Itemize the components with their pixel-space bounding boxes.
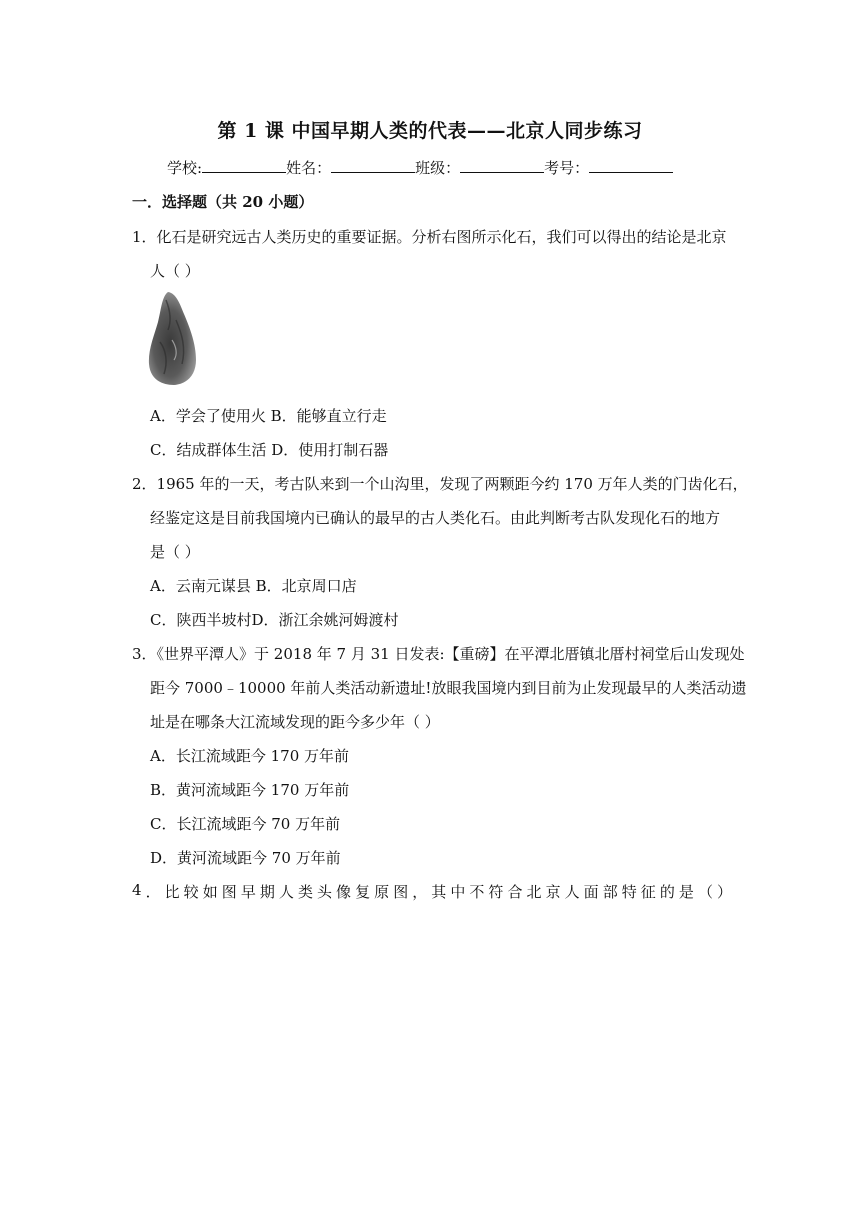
q4-stem-line1 bbox=[132, 881, 732, 902]
q4-char: 北 bbox=[526, 883, 542, 901]
exam-no-blank[interactable] bbox=[589, 160, 673, 173]
q4-char: 图 bbox=[393, 883, 409, 901]
q4-char: 部 bbox=[602, 883, 618, 901]
class-blank[interactable] bbox=[460, 160, 544, 173]
q2-stem-line3: 是（ ） bbox=[150, 543, 200, 561]
q4-char: 头 bbox=[317, 883, 333, 901]
q3-stem-line2: 距今 7000﹣10000 年前人类活动新遗址!放眼我国境内到目前为止发现最早的人类活动遗 bbox=[150, 679, 747, 697]
q3-option-a[interactable]: A．长江流域距今 170 万年前 bbox=[150, 747, 350, 765]
q4-char: 人 bbox=[564, 883, 580, 901]
school-label: 学校: bbox=[167, 159, 203, 177]
q4-char: ， bbox=[412, 883, 428, 901]
q4-char: 京 bbox=[545, 883, 561, 901]
q4-char: 的 bbox=[659, 883, 675, 901]
q4-char: 是 bbox=[678, 883, 694, 901]
q4-char: 复 bbox=[355, 883, 371, 901]
q4-char: 特 bbox=[621, 883, 637, 901]
q4-char: 期 bbox=[259, 883, 275, 901]
q4-char: （ bbox=[697, 883, 713, 901]
exam-no-label: 考号： bbox=[544, 159, 590, 177]
q4-char: ） bbox=[716, 883, 732, 901]
class-label: 班级： bbox=[415, 159, 461, 177]
q2-options-cd[interactable]: C．陕西半坡村D．浙江余姚河姆渡村 bbox=[150, 611, 399, 629]
q4-char: 面 bbox=[583, 883, 599, 901]
q3-option-d[interactable]: D．黄河流域距今 70 万年前 bbox=[150, 849, 341, 867]
q3-option-b[interactable]: B．黄河流域距今 170 万年前 bbox=[150, 781, 350, 799]
q4-char: 图 bbox=[221, 883, 237, 901]
q4-char: 早 bbox=[240, 883, 256, 901]
q4-char: 征 bbox=[640, 883, 656, 901]
stone-tool-fossil-icon bbox=[146, 290, 198, 386]
q4-char: 人 bbox=[278, 883, 294, 901]
q4-char: 类 bbox=[297, 883, 313, 901]
q4-char: 符 bbox=[488, 883, 504, 901]
q4-char: 较 bbox=[183, 883, 199, 901]
q4-char: 合 bbox=[507, 883, 523, 901]
name-blank[interactable] bbox=[331, 160, 415, 173]
q3-stem-line3: 址是在哪条大江流域发现的距今多少年（ ） bbox=[150, 713, 440, 731]
q4-char: 中 bbox=[450, 883, 466, 901]
q4-char: 如 bbox=[202, 883, 218, 901]
q4-char: 比 bbox=[164, 883, 180, 901]
q4-char: 原 bbox=[374, 883, 390, 901]
student-info-row bbox=[167, 157, 673, 178]
q4-char: 像 bbox=[336, 883, 352, 901]
school-blank[interactable] bbox=[202, 160, 286, 173]
q2-options-ab[interactable]: A．云南元谋县 B．北京周口店 bbox=[150, 577, 357, 595]
q4-char: 其 bbox=[431, 883, 447, 901]
q1-options-ab[interactable]: A．学会了使用火 B．能够直立行走 bbox=[150, 407, 387, 425]
q3-stem-line1: 3．《世界平潭人》于 2018 年 7 月 31 日发表:【重磅】在平潭北厝镇北厝村祠堂后山发现处 bbox=[132, 645, 745, 663]
q3-option-c[interactable]: C．长江流域距今 70 万年前 bbox=[150, 815, 341, 833]
q1-options-cd[interactable]: C．结成群体生活 D．使用打制石器 bbox=[150, 441, 389, 459]
q1-stem-line1: 1．化石是研究远古人类历史的重要证据。分析右图所示化石，我们可以得出的结论是北京 bbox=[132, 228, 727, 246]
page-title: 第 1 课 中国早期人类的代表——北京人同步练习 bbox=[217, 120, 643, 142]
section-heading: 一．选择题（共 20 小题） bbox=[132, 193, 314, 211]
q4-char: ． bbox=[145, 883, 161, 901]
q4-char: 不 bbox=[469, 883, 485, 901]
q1-stem-line2: 人（ ） bbox=[150, 262, 200, 280]
q2-stem-line2: 经鉴定这是目前我国境内已确认的最早的古人类化石。由此判断考古队发现化石的地方 bbox=[150, 509, 721, 527]
name-label: 姓名： bbox=[286, 159, 332, 177]
q2-stem-line1: 2．1965 年的一天，考古队来到一个山沟里，发现了两颗距今约 170 万年人类的门齿化石， bbox=[132, 475, 748, 493]
q4-char: 4 bbox=[132, 881, 142, 899]
